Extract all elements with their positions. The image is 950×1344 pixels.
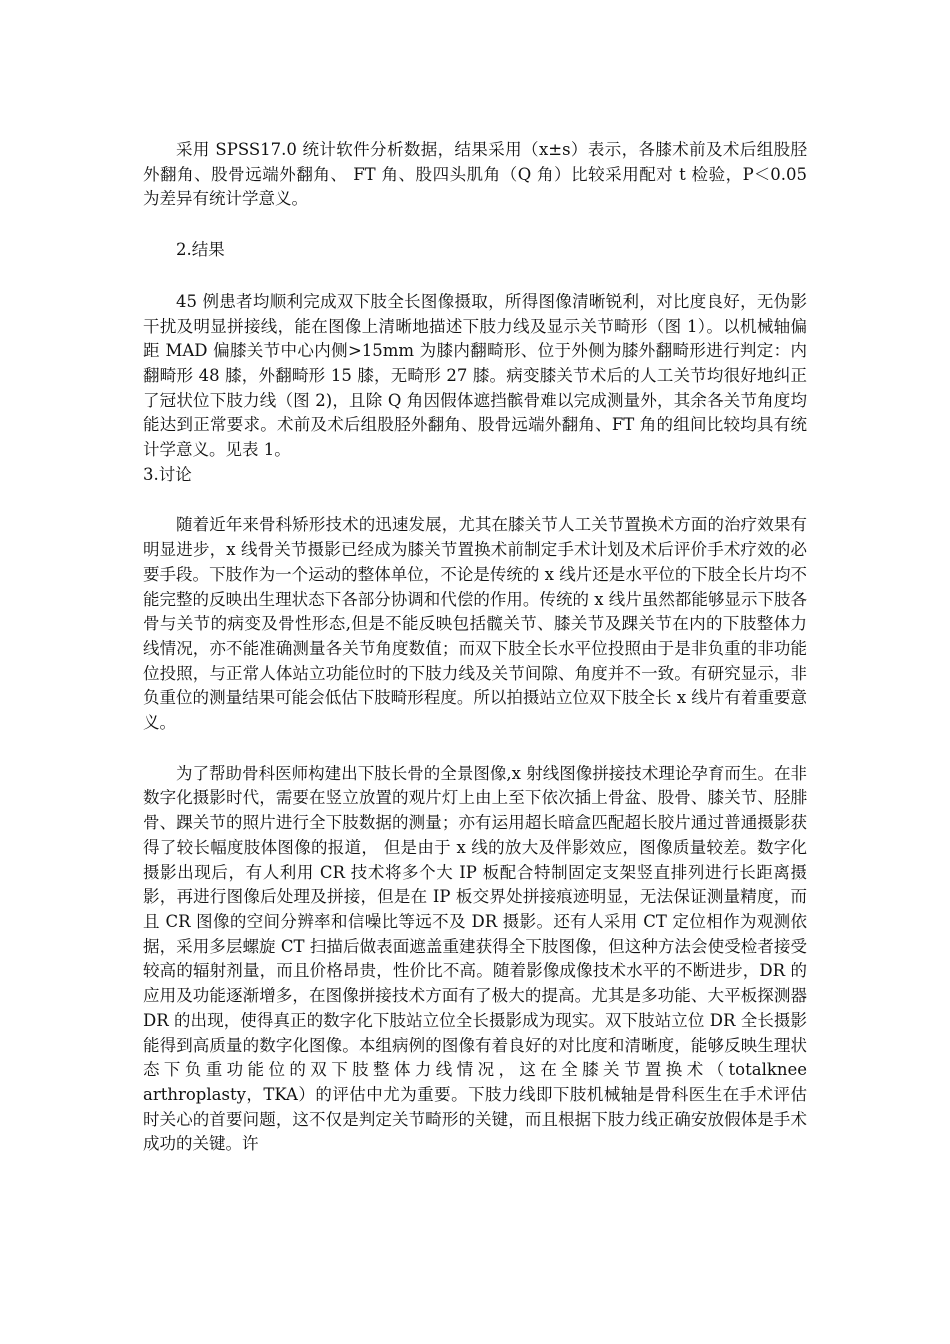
document-body	[143, 138, 807, 1157]
results-paragraph: 45 例患者均顺利完成双下肢全长图像摄取，所得图像清晰锐利，对比度良好，无伪影干扰及明显拼接线，能在图像上清晰地描述下肢力线及显示关节畸形（图 1）。以机械轴偏距 MAD 偏膝关节中心内侧>15mm 为膝内翻畸形、位于外侧为膝外翻畸形进行判定：内翻畸形 48 膝，外翻畸形 15 膝，无畸形 27 膝。病变膝关节术后的人工关节均很好地纠正了冠状位下肢力线（图 2)，且除 Q 角因假体遮挡髌骨难以完成测量外，其余各关节角度均能达到正常要求。术前及术后组股胫外翻角、股骨远端外翻角、FT 角的组间比较均具有统计学意义。见表 1。	[143, 291, 807, 460]
methods-paragraph: 采用 SPSS17.0 统计软件分析数据，结果采用（x±s）表示，各膝术前及术后组股胫外翻角、股骨远端外翻角、 FT 角、股四头肌角（Q 角）比较采用配对 t 检验，P＜0.05 为差异有统计学意义。	[143, 140, 807, 209]
discussion-paragraph-1: 随着近年来骨科矫形技术的迅速发展，尤其在膝关节人工关节置换术方面的治疗效果有明显进步，x 线骨关节摄影已经成为膝关节置换术前制定手术计划及术后评价手术疗效的必要手段。下肢作为一个运动的整体单位，不论是传统的 x 线片还是水平位的下肢全长片均不能完整的反映出生理状态下各部分协调和代偿的作用。传统的 x 线片虽然都能够显示下肢各骨与关节的病变及骨性形态,但是不能反映包括髋关节、膝关节及踝关节在内的下肢整体力线情况，亦不能准确测量各关节角度数值；而双下肢全长水平位投照由于是非负重的非功能位投照，与正常人体站立功能位时的下肢力线及关节间隙、角度并不一致。有研究显示，非负重位的测量结果可能会低估下肢畸形程度。所以拍摄站立位双下肢全长 x 线片有着重要意义。	[143, 515, 807, 733]
results-heading: 2.结果	[176, 240, 225, 260]
discussion-heading: 3.讨论	[143, 464, 192, 484]
discussion-paragraph-2: 为了帮助骨科医师构建出下肢长骨的全景图像,x 射线图像拼接技术理论孕育而生。在非数字化摄影时代，需要在竖立放置的观片灯上由上至下依次插上骨盆、股骨、膝关节、胫腓骨、踝关节的照片进行全下肢数据的测量；亦有运用超长暗盒匹配超长胶片通过普通摄影获得了较长幅度肢体图像的报道， 但是由于 x 线的放大及伴影效应，图像质量较差。数字化摄影出现后，有人利用 CR 技术将多个大 IP 板配合特制固定支架竖直排列进行长距离摄影，再进行图像后处理及拼接，但是在 IP 板交界处拼接痕迹明显，无法保证测量精度，而且 CR 图像的空间分辨率和信噪比等远不及 DR 摄影。还有人采用 CT 定位相作为观测依据，采用多层螺旋 CT 扫描后做表面遮盖重建获得全下肢图像，但这种方法会使受检者接受较高的辐射剂量，而且价格昂贵，性价比不高。随着影像成像技术水平的不断进步，DR 的应用及功能逐渐增多，在图像拼接技术方面有了极大的提高。尤其是多功能、大平板探测器 DR 的出现，使得真正的数字化下肢站立位全长摄影成为现实。双下肢站立位 DR 全长摄影能得到高质量的数字化图像。本组病例的图像有着良好的对比度和清晰度，能够反映生理状态下负重功能位的双下肢整体力线情况，这在全膝关节置换术（totalknee arthroplasty，TKA）的评估中尤为重要。下肢力线即下肢机械轴是骨科医生在手术评估时关心的首要问题，这不仅是判定关节畸形的关键，而且根据下肢力线正确安放假体是手术成功的关键。许	[143, 763, 807, 1154]
